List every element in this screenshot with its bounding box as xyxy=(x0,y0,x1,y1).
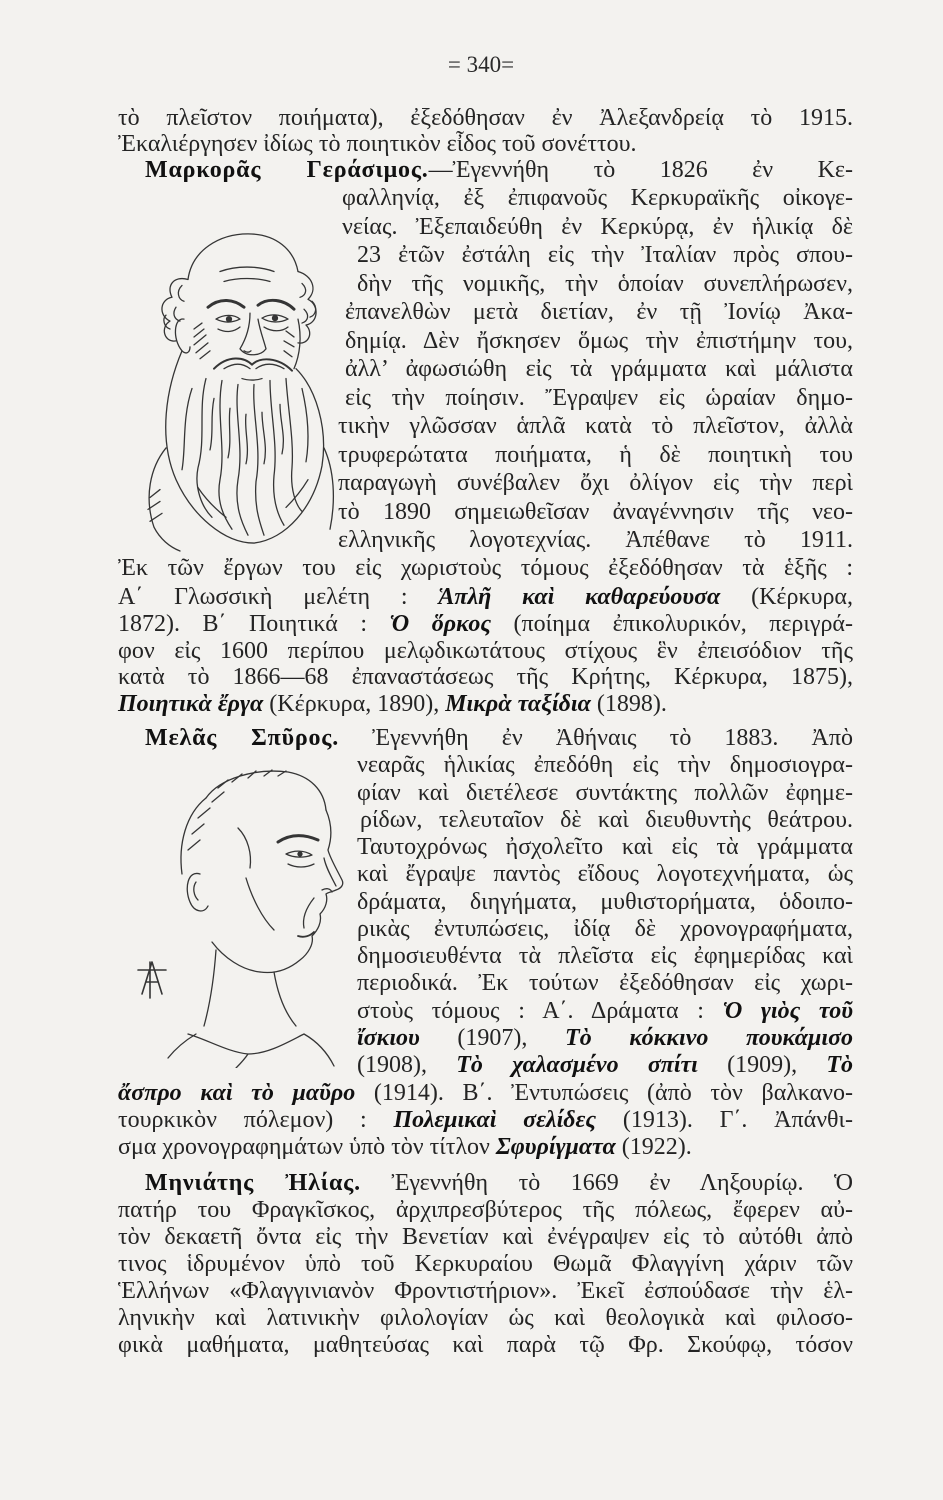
text-line xyxy=(357,269,853,299)
collar xyxy=(168,950,334,1068)
coat xyxy=(148,448,333,551)
work-title: Σφυρίγματα xyxy=(495,1134,616,1160)
work-title: Ὁ γιὸς τοῦ xyxy=(722,998,853,1024)
work-title: Πολεμικαὶ σελίδες xyxy=(393,1107,597,1133)
work-title: Τὸ κόκκινο πουκάμισο xyxy=(565,1025,853,1051)
text-run: (Κέρκυρα, xyxy=(720,584,854,610)
text-run: δημίᾳ. Δὲν ἤσκησεν ὅμως τὴν ἐπιστήμην του, xyxy=(345,328,853,354)
text-line xyxy=(338,440,853,470)
text-run: Α΄ Γλωσσικὴ μελέτη : xyxy=(118,584,439,610)
text-run: καὶ ἔγραψε παντὸς εἴδους λογοτεχνήματα, ὡς xyxy=(357,861,853,887)
work-title: Τὸ χαλασμένο σπίτι xyxy=(456,1052,698,1078)
text-run: ρικὰς ἐντυπώσεις, ἰδίᾳ δὲ χρονογραφήματα, xyxy=(357,916,853,942)
text-run: —Ἐγεννήθη τὸ 1826 ἐν Κε- xyxy=(428,157,853,183)
text-run: (1913). Γ΄. Ἀπάνθι- xyxy=(596,1107,854,1133)
text-line xyxy=(118,1276,853,1306)
text-run: 1872). Β΄ Ποιητικά : xyxy=(118,611,390,637)
text-line xyxy=(357,1050,853,1080)
text-run: τὸ πλεῖστον ποιήματα), ἐξεδόθησαν ἐν Ἀλεξανδρείᾳ τὸ 1915. xyxy=(118,105,853,131)
text-run: φον εἰς 1600 περίπου μελῳδικωτάτους στίχους ἓν ἐπεισόδιον τῆς xyxy=(118,638,853,664)
head-outline xyxy=(162,234,316,369)
beard xyxy=(166,351,324,543)
text-run: (1898). xyxy=(590,691,667,717)
text-line xyxy=(118,1222,853,1252)
work-title: Μικρὰ ταξίδια xyxy=(445,691,591,717)
text-line xyxy=(338,411,853,441)
text-line xyxy=(357,914,853,944)
work-title: Ὁ ὅρκος xyxy=(389,611,492,637)
text-run: τὸ 1890 σημειωθεῖσαν ἀναγέννησιν τῆς νεο- xyxy=(338,499,853,525)
text-line xyxy=(118,609,853,639)
text-line xyxy=(357,887,853,917)
text-run: παραγωγὴ συνέβαλεν ὄχι ὀλίγον εἰς τὴν περὶ xyxy=(338,470,853,496)
text-line xyxy=(357,750,853,780)
text-line xyxy=(118,662,853,692)
text-line xyxy=(118,1195,853,1225)
text-run: πατήρ του Φραγκῖσκος, ἀρχιπρεσβύτερος τῆς πόλεως, ἔφερεν αὐ- xyxy=(118,1197,853,1223)
entry-name: Μαρκορᾶς Γεράσιμος. xyxy=(145,157,429,183)
text-run: τρυφερώτατα ποιήματα, ἡ δὲ ποιητικὴ του xyxy=(338,442,853,468)
text-line xyxy=(345,326,853,356)
entry-name: Μηνιάτης Ἠλίας. xyxy=(145,1170,361,1196)
text-run: 23 ἐτῶν ἐστάλη εἰς τὴν Ἰταλίαν πρὸς σπου- xyxy=(357,242,853,268)
work-title: ἴσκιου xyxy=(357,1025,420,1051)
text-run: φικὰ μαθήματα, μαθητεύσας καὶ παρὰ τῷ Φρ. Σκούφῳ, τόσον xyxy=(118,1332,853,1358)
text-line xyxy=(357,941,853,971)
text-line xyxy=(338,525,853,555)
text-run: στοὺς τόμους : Α΄. Δράματα : xyxy=(357,998,723,1024)
text-run: (Κέρκυρα, 1890), xyxy=(263,691,446,717)
text-run: φαλληνίᾳ, ἐξ ἐπιφανοῦς Κερκυραϊκῆς οἰκογε- xyxy=(342,185,853,211)
text-run: (1908), xyxy=(357,1052,457,1078)
text-run: Ἐκ τῶν ἔργων του εἰς χωριστοὺς τόμους ἐξεδόθησαν τὰ ἑξῆς : xyxy=(118,555,853,581)
text-run: Ἐγεννήθη τὸ 1669 ἐν Ληξουρίῳ. Ὁ xyxy=(360,1170,854,1196)
text-line xyxy=(118,1132,853,1162)
text-run: ελληνικῆς λογοτεχνίας. Ἀπέθανε τὸ 1911. xyxy=(338,527,853,553)
text-run: δημοσιευθέντα τὰ πλεῖστα εἰς ἐφημερίδας καὶ xyxy=(357,943,853,969)
markoras-portrait xyxy=(136,220,336,552)
text-run: ληνικὴν καὶ λατινικὴν φιλολογίαν ὡς καὶ θεολογικὰ καὶ φιλοσο- xyxy=(118,1305,853,1331)
work-title: Ἁπλῆ καὶ καθαρεύουσα xyxy=(438,584,721,610)
text-run: Ἐκαλιέργησεν ἰδίως τὸ ποιητικὸν εἶδος τοῦ σονέττου. xyxy=(118,131,637,157)
text-run: (1914). Β΄. Ἐντυπώσεις (ἀπὸ τὸν βαλκανο- xyxy=(355,1080,853,1106)
text-run: εἰς τὴν ποίησιν. Ἔγραψεν εἰς ὡραίαν δημο- xyxy=(345,385,853,411)
text-line xyxy=(118,553,853,583)
text-line xyxy=(118,1330,853,1360)
text-run: φίαν καὶ διετέλεσε συντάκτης πολλῶν ἐφημε- xyxy=(357,780,853,806)
text-run: τικὴν γλῶσσαν ἁπλᾶ κατὰ τὸ πλεῖστον, ἀλλὰ xyxy=(338,413,853,439)
text-line xyxy=(345,297,853,327)
text-line xyxy=(357,1023,853,1053)
text-line xyxy=(357,240,853,270)
text-run: Ταυτοχρόνως ἠσχολεῖτο καὶ εἰς τὰ γράμματα xyxy=(357,834,853,860)
text-line xyxy=(118,1105,853,1135)
text-run: τουρκικὸν πόλεμον) : xyxy=(118,1107,394,1133)
text-run: (1909), xyxy=(697,1052,827,1078)
entry-name: Μελᾶς Σπῦρος. xyxy=(145,725,339,751)
text-run: ἐπανελθὼν μετὰ διετίαν, ἐν τῇ Ἰονίῳ Ἀκα- xyxy=(345,299,853,325)
text-line xyxy=(145,723,853,753)
face-features xyxy=(238,828,336,937)
text-line xyxy=(357,859,853,889)
text-line xyxy=(342,183,853,213)
signature-monogram xyxy=(138,962,166,998)
text-run: τινος ἱδρυμένον ὑπὸ τοῦ Κερκυραίου Θωμᾶ Φλαγγίνη χάριν τῶν xyxy=(118,1251,853,1277)
text-line xyxy=(357,832,853,862)
text-line xyxy=(338,468,853,498)
work-title: Ποιητικὰ ἔργα xyxy=(118,691,264,717)
text-run: νεαρᾶς ἡλικίας ἐπεδόθη εἰς τὴν δημοσιογρα- xyxy=(357,752,853,778)
text-run: (1907), xyxy=(419,1025,566,1051)
text-run: κατὰ τὸ 1866—68 ἐπαναστάσεως τῆς Κρήτης, Κέρκυρα, 1875), xyxy=(118,664,853,690)
text-line xyxy=(118,582,853,612)
text-run: δὴν τῆς νομικῆς, τὴν ὁποίαν συνεπλήρωσεν, xyxy=(357,271,853,297)
text-run: περιοδικά. Ἐκ τούτων ἐξεδόθησαν εἰς χωρι- xyxy=(357,970,853,996)
work-title: ἄσπρο καὶ τὸ μαῦρο xyxy=(118,1080,356,1106)
face-features xyxy=(194,300,294,358)
text-line xyxy=(360,805,853,835)
text-run: Ἑλλήνων «Φλαγγινιανὸν Φροντιστήριον». Ἐκεῖ ἐσπούδασε τὴν ἑλ- xyxy=(118,1278,853,1304)
text-run: νείας. Ἐξεπαιδεύθη ἐν Κερκύρᾳ, ἐν ἡλικίᾳ δὲ xyxy=(342,214,853,240)
head-outline xyxy=(181,770,343,973)
text-line xyxy=(118,1249,853,1279)
page-number: = 340= xyxy=(447,52,515,77)
text-run: (ποίημα ἐπικολυρικόν, περιγρά- xyxy=(491,611,853,637)
melas-portrait xyxy=(128,758,350,1068)
work-title: Τὸ xyxy=(826,1052,854,1078)
text-run: τὸν δεκαετῆ ὄντα εἰς τὴν Βενετίαν καὶ ἐνέγραψεν εἰς τὸ αὐτόθι ἀπὸ xyxy=(118,1224,853,1250)
text-line xyxy=(145,155,853,185)
text-line xyxy=(338,497,853,527)
text-line xyxy=(357,996,853,1026)
text-line xyxy=(345,354,853,384)
text-run: ἀλλ’ ἀφωσιώθη εἰς τὰ γράμματα καὶ μάλιστα xyxy=(345,356,853,382)
text-line xyxy=(118,689,853,719)
text-line xyxy=(118,1078,853,1108)
text-line xyxy=(357,968,853,998)
text-line xyxy=(357,778,853,808)
text-run: σμα χρονογραφημάτων ὑπὸ τὸν τίτλον xyxy=(118,1134,496,1160)
text-line xyxy=(145,1168,853,1198)
text-line xyxy=(345,383,853,413)
text-run: Ἐγεννήθη ἐν Ἀθήναις τὸ 1883. Ἀπὸ xyxy=(339,725,853,751)
text-run: δράματα, διηγήματα, μυθιστορήματα, ὁδοιπο- xyxy=(357,889,853,915)
text-run: ρίδων, τελευταῖον δὲ καὶ διευθυντὴς θεάτρου. xyxy=(360,807,853,833)
text-line xyxy=(118,1303,853,1333)
text-run: (1922). xyxy=(615,1134,692,1160)
text-line xyxy=(342,212,853,242)
